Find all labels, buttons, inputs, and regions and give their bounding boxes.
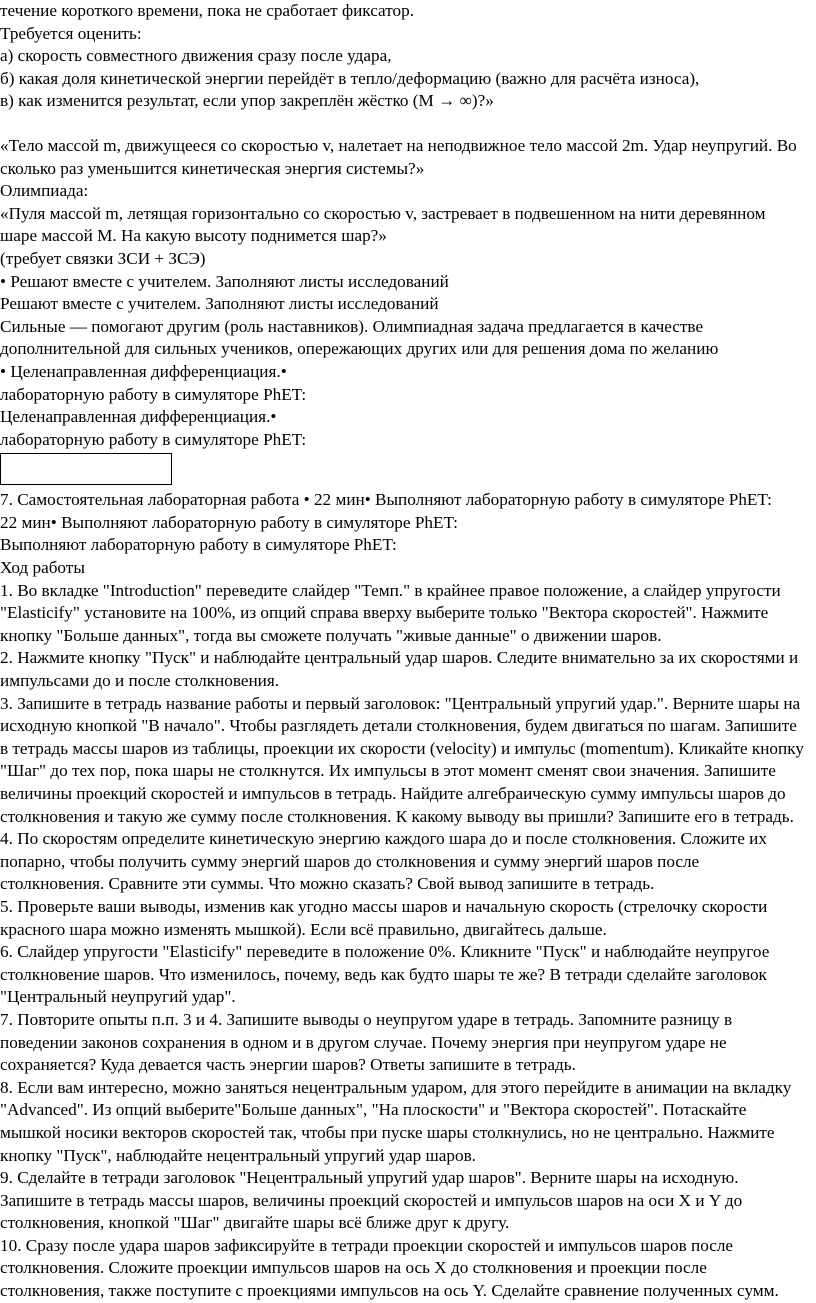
text-line: Выполняют лабораторную работу в симуляторе PhET:: [0, 535, 397, 555]
text-paragraph: «Тело массой m, движущееся со скоростью v, налетает на неподвижное тело массой 2m. Удар неупругий. Во сколько раз уменьшится кинетическая энергия системы?»: [0, 135, 797, 178]
text-paragraph: «Пуля массой m, летящая горизонтально со скоростью v, застревает в подвешенном на нити деревянном шаре массой M. На какую высоту поднимется шар?»: [0, 203, 766, 246]
step-item: 5. Проверьте ваши выводы, изменив как угодно массы шаров и начальную скорость (стрелочку скорости красного шара можно изменять мышкой). Если всё правильно, двигайтесь дальше.: [0, 896, 768, 939]
step-item: 7. Повторите опыты п.п. 3 и 4. Запишите выводы о неупругом ударе в тетрадь. Запомните разницу в поведении законов сохранения в одном и в другом случае. Почему энергия при неупругом ударе не сохраняется? Куда девается часть энергии шаров? Ответы запишите в тетрадь.: [0, 1009, 733, 1075]
step-item: 10. Сразу после удара шаров зафиксируйте в тетради проекции скоростей и импульсов шаров после столкновения. Сложите проекции импульсов шаров на ось X до столкновения и проекции после столкновения, также поступите с проекциями импульсов на ось Y. Сделайте сравнение полученных сумм.: [0, 1235, 779, 1301]
text-line: лабораторную работу в симуляторе PhET:: [0, 429, 307, 449]
text-line: • Целенаправленная дифференциация.•: [0, 361, 287, 381]
lab-work-section: [0, 489, 806, 1302]
text-line: 22 мин• Выполняют лабораторную работу в симуляторе PhET:: [0, 512, 458, 532]
problems-section: [0, 135, 806, 451]
empty-table-cell: [0, 453, 172, 485]
step-item: 6. Слайдер упругости "Elasticify" переведите в положение 0%. Кликните "Пуск" и наблюдайте неупругое столкновение шаров. Что изменилось, почему, ведь как будто шары те же? В тетради сделайте заголовок "Центральный неупругий удар".: [0, 942, 770, 1007]
blank-line: [0, 113, 806, 135]
step-item: 4. По скоростям определите кинетическую энергию каждого шара до и после столкновения. Сложите их попарно, чтобы получить сумму энергий шаров до столкновения и сумму энергий шаров после столкновения. Сравните эти суммы. Что можно сказать? Свой вывод запишите в тетрадь.: [0, 829, 767, 894]
text-line: • Решают вместе с учителем. Заполняют листы исследований: [0, 271, 449, 291]
step-item: 9. Сделайте в тетради заголовок "Нецентральный упругий удар шаров". Верните шары на исходную. Запишите в тетрадь массы шаров, величины проекций скоростей и импульсов шаров на оси X и Y до столкновения, кнопкой "Шаг" двигайте шары всё ближе друг к другу.: [0, 1168, 743, 1233]
section-heading: Ход работы: [0, 558, 85, 578]
task-requirements: [0, 0, 806, 113]
step-item: 2. Нажмите кнопку "Пуск" и наблюдайте центральный удар шаров. Следите внимательно за их скоростями и импульсами до и после столкновения.: [0, 648, 799, 691]
text-line: а) скорость совместного движения сразу после удара,: [0, 46, 392, 66]
text-line: течение короткого времени, пока не сработает фиксатор.: [0, 1, 414, 20]
text-line: б) какая доля кинетической энергии перейдёт в тепло/деформацию (важно для расчёта износа),: [0, 68, 700, 88]
text-paragraph: Сильные — помогают другим (роль наставников). Олимпиадная задача предлагается в качестве дополнительной для сильных учеников, опережающих других или для решения дома по желанию: [0, 316, 719, 359]
step-item: 3. Запишите в тетрадь название работы и первый заголовок: "Центральный упругий удар.". Верните шары на исходную кнопкой "В начало". Чтобы разглядеть детали столкновения, будем двигаться по шагам. Запишите в тетрадь массы шаров из таблицы, проекции их скорости (velocity) и импульс (momentum). Кликайте кнопку "Шаг" до тех пор, пока шары не столкнутся. Их импульсы в этот момент сменят свои значения. Запишите величины проекций скоростей и импульсов в тетрадь. Найдите алгебраическую сумму импульсы шаров до столкновения и такую же сумму после столкновения. К какому выводу вы пришли? Запишите его в тетрадь.: [0, 693, 804, 826]
step-item: 1. Во вкладке "Introduction" переведите слайдер "Темп." в крайнее правое положение, а слайдер упругости "Elasticify" установите на 100%, из опций справа вверху выберите только "Вектора скоростей". Нажмите кнопку "Больше данных", тогда вы сможете получать "живые данные" о движении шаров.: [0, 580, 781, 645]
text-line: 7. Самостоятельная лабораторная работа • 22 мин• Выполняют лабораторную работу в симуляторе PhET:: [0, 490, 772, 510]
text-line: Решают вместе с учителем. Заполняют листы исследований: [0, 294, 439, 314]
text-line: лабораторную работу в симуляторе PhET:: [0, 384, 307, 404]
text-line: Требуется оценить:: [0, 23, 142, 43]
text-line: в) как изменится результат, если упор закреплён жёстко (M → ∞)?»: [0, 91, 494, 111]
text-line: (требует связки ЗСИ + ЗСЭ): [0, 248, 206, 268]
step-item: 8. Если вам интересно, можно заняться нецентральным ударом, для этого перейдите в анимации на вкладку "Advanced". Из опций выберите"Больше данных", "На плоскости" и "Вектора скоростей". Потаскайте мышкой носики векторов скоростей так, чтобы при пуске шары столкнулись, но не центрально. Нажмите кнопку "Пуск", наблюдайте нецентральный упругий удар шаров.: [0, 1077, 792, 1165]
text-line: Целенаправленная дифференциация.•: [0, 407, 277, 427]
text-line: Олимпиада:: [0, 181, 89, 201]
